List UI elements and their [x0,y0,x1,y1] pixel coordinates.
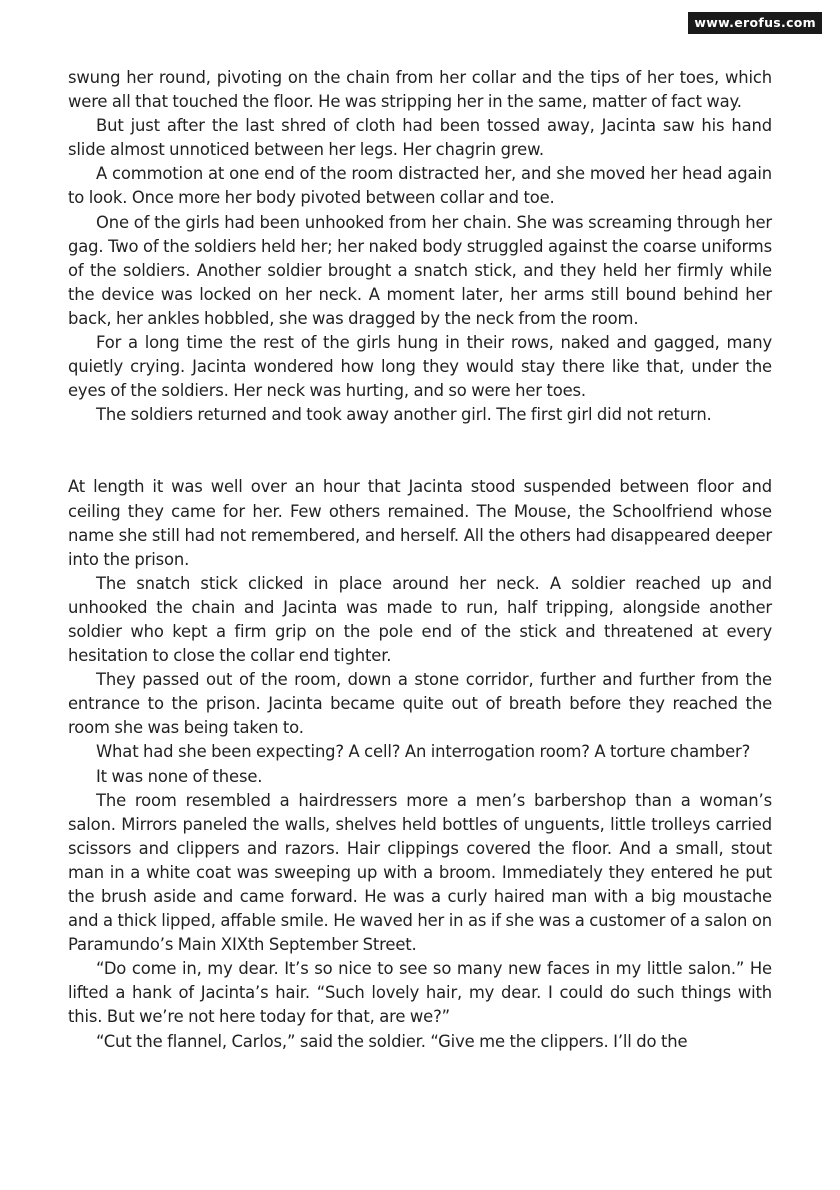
paragraph: “Do come in, my dear. It’s so nice to see so many new faces in my little salon.” He lifted a hank of Jacinta’s hair. “Such lovely hair, my dear. I could do such things with this. But we’re not here today for that, are we?” [68,959,772,1027]
paragraph: It was none of these. [96,766,263,786]
paragraph: “Cut the flannel, Carlos,” said the soldier. “Give me the clippers. I’ll do the [96,1031,688,1051]
paragraph: One of the girls had been unhooked from her chain. She was screaming through her gag. Two of the soldiers held her; her naked body struggled against the coarse uniforms of the soldiers. Another soldier brought a snatch stick, and they held her firmly while the device was locked on her neck. A moment later, her arms still bound behind her back, her ankles hobbled, she was dragged by the neck from the room. [68,212,772,328]
page-text [68,66,772,1054]
paragraph: What had she been expecting? A cell? An interrogation room? A torture chamber? [96,742,751,762]
section-break [68,427,772,475]
section-1 [68,66,772,427]
paragraph: They passed out of the room, down a stone corridor, further and further from the entrance to the prison. Jacinta became quite out of breath before they reached the room she was being taken to. [68,670,772,738]
paragraph: At length it was well over an hour that Jacinta stood suspended between floor and ceiling they came for her. Few others remained. The Mouse, the Schoolfriend whose name she still had not remembered, and herself. All the others had disappeared deeper into the prison. [68,477,772,569]
paragraph: A commotion at one end of the room distracted her, and she moved her head again to look. Once more her body pivoted between collar and toe. [68,164,772,208]
paragraph: For a long time the rest of the girls hung in their rows, naked and gagged, many quietly crying. Jacinta wondered how long they would stay there like that, under the eyes of the soldiers. Her neck was hurting, and so were her toes. [68,333,772,401]
paragraph: swung her round, pivoting on the chain from her collar and the tips of her toes, which were all that touched the floor. He was stripping her in the same, matter of fact way. [68,68,772,112]
site-watermark: www.erofus.com [688,12,822,34]
paragraph: The room resembled a hairdressers more a men’s barbershop than a woman’s salon. Mirrors paneled the walls, shelves held bottles of unguents, little trolleys carried scissors and clippers and razors. Hair clippings covered the floor. And a small, stout man in a white coat was sweeping up with a broom. Immediately they entered he put the brush aside and came forward. He was a curly haired man with a big moustache and a thick lipped, affable smile. He waved her in as if she was a customer of a salon on Paramundo’s Main XIXth September Street. [68,790,772,955]
section-2 [68,475,772,1053]
paragraph: The soldiers returned and took away another girl. The first girl did not return. [96,405,712,425]
paragraph: But just after the last shred of cloth had been tossed away, Jacinta saw his hand slide almost unnoticed between her legs. Her chagrin grew. [68,116,772,160]
paragraph: The snatch stick clicked in place around her neck. A soldier reached up and unhooked the chain and Jacinta was made to run, half tripping, alongside another soldier who kept a firm grip on the pole end of the stick and threatened at every hesitation to close the collar end tighter. [68,573,772,666]
